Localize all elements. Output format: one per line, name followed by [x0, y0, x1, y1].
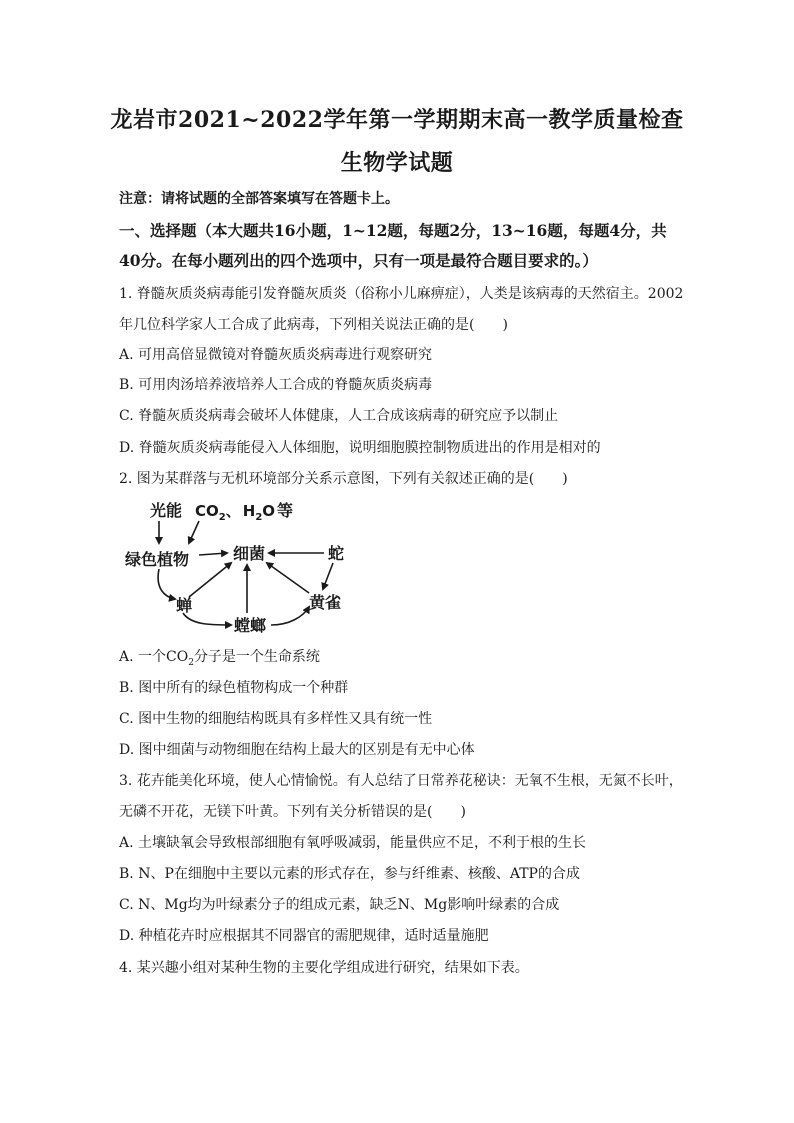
arrow-oriole-to-snake [323, 563, 333, 589]
diagram-node-mantis: 螳螂 [234, 616, 267, 635]
section-heading-line2: 40分。在每小题列出的四个选项中，只有一项是最符合题目要求的。） [119, 251, 598, 270]
q1-option-a: A. 可用高倍显微镜对脊髓灰质炎病毒进行观察研究 [119, 347, 433, 363]
arrow-plant-to-cicada [158, 569, 175, 599]
diagram-label-light: 光能 [150, 501, 183, 520]
food-web-diagram [119, 497, 359, 637]
q4-stem: 4. 某兴趣小组对某种生物的主要化学组成进行研究，结果如下表。 [119, 960, 529, 976]
q1-stem-line2: 年几位科学家人工合成了此病毒，下列相关说法正确的是( ) [119, 317, 508, 333]
diagram-h2o-o: O [262, 502, 276, 520]
diagram-node-cicada: 蝉 [176, 596, 193, 615]
diagram-etc: 等 [277, 501, 294, 520]
arrow-cicada-to-bacteria [189, 563, 231, 597]
section-heading-line1: 一、选择题（本大题共16小题，1~12题，每题2分，13~16题，每题4分，共 [119, 221, 667, 240]
diagram-node-oriole: 黄雀 [309, 593, 342, 612]
q3-option-a: A. 土壤缺氧会导致根部细胞有氧呼吸减弱，能量供应不足，不利于根的生长 [119, 835, 587, 851]
q2-option-b: B. 图中所有的绿色植物构成一个种群 [119, 680, 349, 696]
diagram-node-green-plant: 绿色植物 [125, 550, 190, 569]
diagram-co2-c: CO [195, 502, 219, 520]
diagram-node-bacteria: 细菌 [233, 544, 266, 563]
q2-option-a-sub: 2 [188, 657, 194, 668]
arrow-co2-to-plant [189, 521, 199, 543]
diagram-h2o-sub: 2 [255, 512, 263, 523]
q3-option-d: D. 种植花卉时应根据其不同器官的需肥规律，适时适量施肥 [119, 928, 489, 944]
q1-option-c: C. 脊髓灰质炎病毒会破坏人体健康，人工合成该病毒的研究应予以制止 [119, 408, 559, 424]
diagram-h2o-h: H [242, 502, 256, 520]
q2-option-a-pre: A. 一个CO [119, 649, 189, 665]
q2-option-a [119, 646, 320, 666]
q3-option-b: B. N、P在细胞中主要以元素的形式存在，参与纤维素、核酸、ATP的合成 [119, 866, 580, 882]
diagram-node-snake: 蛇 [328, 544, 345, 563]
diagram-label-co2 [195, 501, 293, 523]
q2-stem: 2. 图为某群落与无机环境部分关系示意图，下列有关叙述正确的是( ) [119, 471, 568, 487]
q3-stem-line1: 3. 花卉能美化环境，使人心情愉悦。有人总结了日常养花秘诀：无氧不生根，无氮不长叶， [119, 773, 683, 789]
diagram-co2-sub: 2 [218, 512, 226, 523]
q2-option-a-post: 分子是一个生命系统 [193, 649, 320, 665]
notice-text: 注意：请将试题的全部答案填写在答题卡上。 [119, 191, 399, 207]
q3-stem-line2: 无磷不开花，无镁下叶黄。下列有关分析错误的是( ) [119, 804, 466, 820]
q3-option-c: C. N、Mg均为叶绿素分子的组成元素，缺乏N、Mg影响叶绿素的合成 [119, 897, 560, 913]
exam-subtitle: 生物学试题 [340, 150, 454, 176]
arrow-mantis-to-oriole [271, 607, 309, 625]
q1-stem-line1: 1. 脊髓灰质炎病毒能引发脊髓灰质炎（俗称小儿麻痹症），人类是该病毒的天然宿主。2002 [119, 286, 684, 302]
q1-option-d: D. 脊髓灰质炎病毒能侵入人体细胞，说明细胞膜控制物质进出的作用是相对的 [119, 440, 601, 456]
arrow-plant-to-bacteria [199, 553, 227, 555]
q2-option-c: C. 图中生物的细胞结构既具有多样性又具有统一性 [119, 711, 433, 727]
diagram-sep: 、 [225, 502, 241, 520]
q1-option-b: B. 可用肉汤培养液培养人工合成的脊髓灰质炎病毒 [119, 377, 433, 393]
q2-option-d: D. 图中细菌与动物细胞在结构上最大的区别是有无中心体 [119, 742, 475, 758]
arrow-oriole-to-bacteria [267, 563, 309, 593]
exam-title: 龙岩市2021~2022学年第一学期期末高一教学质量检查 [110, 107, 684, 133]
